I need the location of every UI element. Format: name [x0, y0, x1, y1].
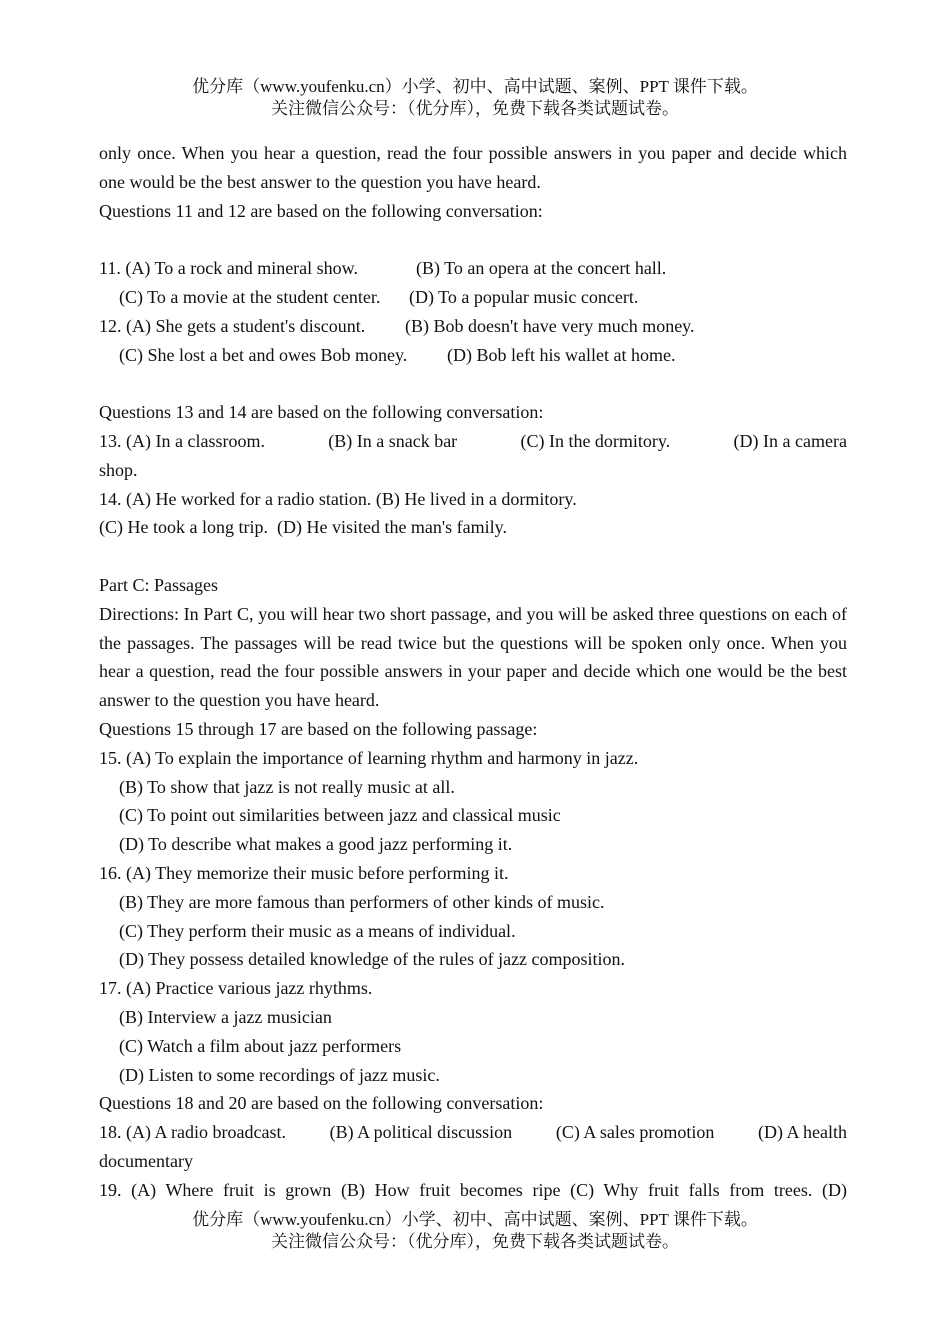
document-body [99, 139, 847, 1204]
q17-option-d: (D) Listen to some recordings of jazz music. [119, 1064, 440, 1085]
part-c-directions: Directions: In Part C, you will hear two short passage, and you will be asked three questions on each of the passages. The passages will be read twice but the questions will be spoken only once. When you hear a question, read the four possible answers in your paper and decide which one would be the best answer to the question you have heard. [99, 603, 847, 711]
q18-option-d: (D) A health [758, 1122, 847, 1143]
q18-option-a: 18. (A) A radio broadcast. [99, 1122, 286, 1143]
footer-line-2: 关注微信公众号：（优分库），免费下载各类试题试卷。 [271, 1232, 679, 1251]
part-c-title: Part C: Passages [99, 574, 218, 595]
blank-line [99, 369, 847, 398]
q15-option-c: (C) To point out similarities between jazz and classical music [119, 805, 561, 826]
q18-option-c: (C) A sales promotion [555, 1122, 715, 1143]
section-heading-q15-17: Questions 15 through 17 are based on the following passage: [99, 718, 538, 739]
q15-option-a: 15. (A) To explain the importance of learning rhythm and harmony in jazz. [99, 747, 639, 768]
q13-option-a: 13. (A) In a classroom. [99, 430, 265, 451]
intro-paragraph: only once. When you hear a question, read the four possible answers in you paper and decide which one would be the best answer to the question you have heard. [99, 143, 847, 192]
q15-option-b: (B) To show that jazz is not really music at all. [119, 776, 455, 797]
q11-option-d: (D) To a popular music concert. [409, 286, 639, 307]
section-heading-q11-12: Questions 11 and 12 are based on the following conversation: [99, 200, 543, 221]
question-14-line-1: 14. (A) He worked for a radio station. (B) He lived in a dormitory. [99, 488, 577, 509]
q12-option-a: 12. (A) She gets a student's discount. [99, 315, 366, 336]
q13-option-d: (D) In a camera [733, 430, 847, 451]
question-12-line-1 [99, 312, 847, 341]
q11-option-c: (C) To a movie at the student center. [119, 286, 381, 307]
q11-option-a: 11. (A) To a rock and mineral show. [99, 258, 359, 279]
q16-option-c: (C) They perform their music as a means of individual. [119, 920, 516, 941]
q13-option-b: (B) In a snack bar [328, 430, 458, 451]
page-footer [0, 1209, 950, 1253]
question-11-line-2 [99, 283, 847, 312]
question-14-line-2: (C) He took a long trip. (D) He visited the man's family. [99, 517, 507, 538]
header-line-2: 关注微信公众号：（优分库），免费下载各类试题试卷。 [271, 99, 679, 118]
question-19-line-1 [99, 1176, 847, 1205]
q16-option-b: (B) They are more famous than performers of other kinds of music. [119, 891, 605, 912]
q13-option-c: (C) In the dormitory. [520, 430, 671, 451]
blank-line [99, 225, 847, 254]
question-13-wrap: shop. [99, 459, 138, 480]
question-12-line-2 [99, 341, 847, 370]
question-11-line-1 [99, 254, 847, 283]
q11-option-b: (B) To an opera at the concert hall. [416, 258, 667, 279]
q12-option-b: (B) Bob doesn't have very much money. [405, 315, 695, 336]
q12-option-d: (D) Bob left his wallet at home. [447, 344, 676, 365]
question-18-line-1 [99, 1118, 847, 1147]
question-13-line-1 [99, 427, 847, 456]
q16-option-a: 16. (A) They memorize their music before performing it. [99, 862, 509, 883]
blank-line [99, 542, 847, 571]
q17-option-c: (C) Watch a film about jazz performers [119, 1035, 402, 1056]
section-heading-q18-20: Questions 18 and 20 are based on the following conversation: [99, 1093, 544, 1114]
q17-option-a: 17. (A) Practice various jazz rhythms. [99, 978, 373, 999]
q16-option-d: (D) They possess detailed knowledge of the rules of jazz composition. [119, 949, 626, 970]
header-line-1: 优分库（www.youfenku.cn）小学、初中、高中试题、案例、PPT 课件下载。 [192, 77, 758, 96]
q17-option-b: (B) Interview a jazz musician [119, 1006, 332, 1027]
q18-option-b: (B) A political discussion [329, 1122, 513, 1143]
q19-options: 19. (A) Where fruit is grown (B) How fruit becomes ripe (C) Why fruit falls from trees. (D) [99, 1179, 847, 1200]
q12-option-c: (C) She lost a bet and owes Bob money. [119, 344, 408, 365]
question-18-wrap: documentary [99, 1150, 193, 1171]
section-heading-q13-14: Questions 13 and 14 are based on the following conversation: [99, 402, 544, 423]
footer-line-1: 优分库（www.youfenku.cn）小学、初中、高中试题、案例、PPT 课件下载。 [192, 1210, 758, 1229]
page-header [0, 76, 950, 120]
q15-option-d: (D) To describe what makes a good jazz performing it. [119, 834, 513, 855]
